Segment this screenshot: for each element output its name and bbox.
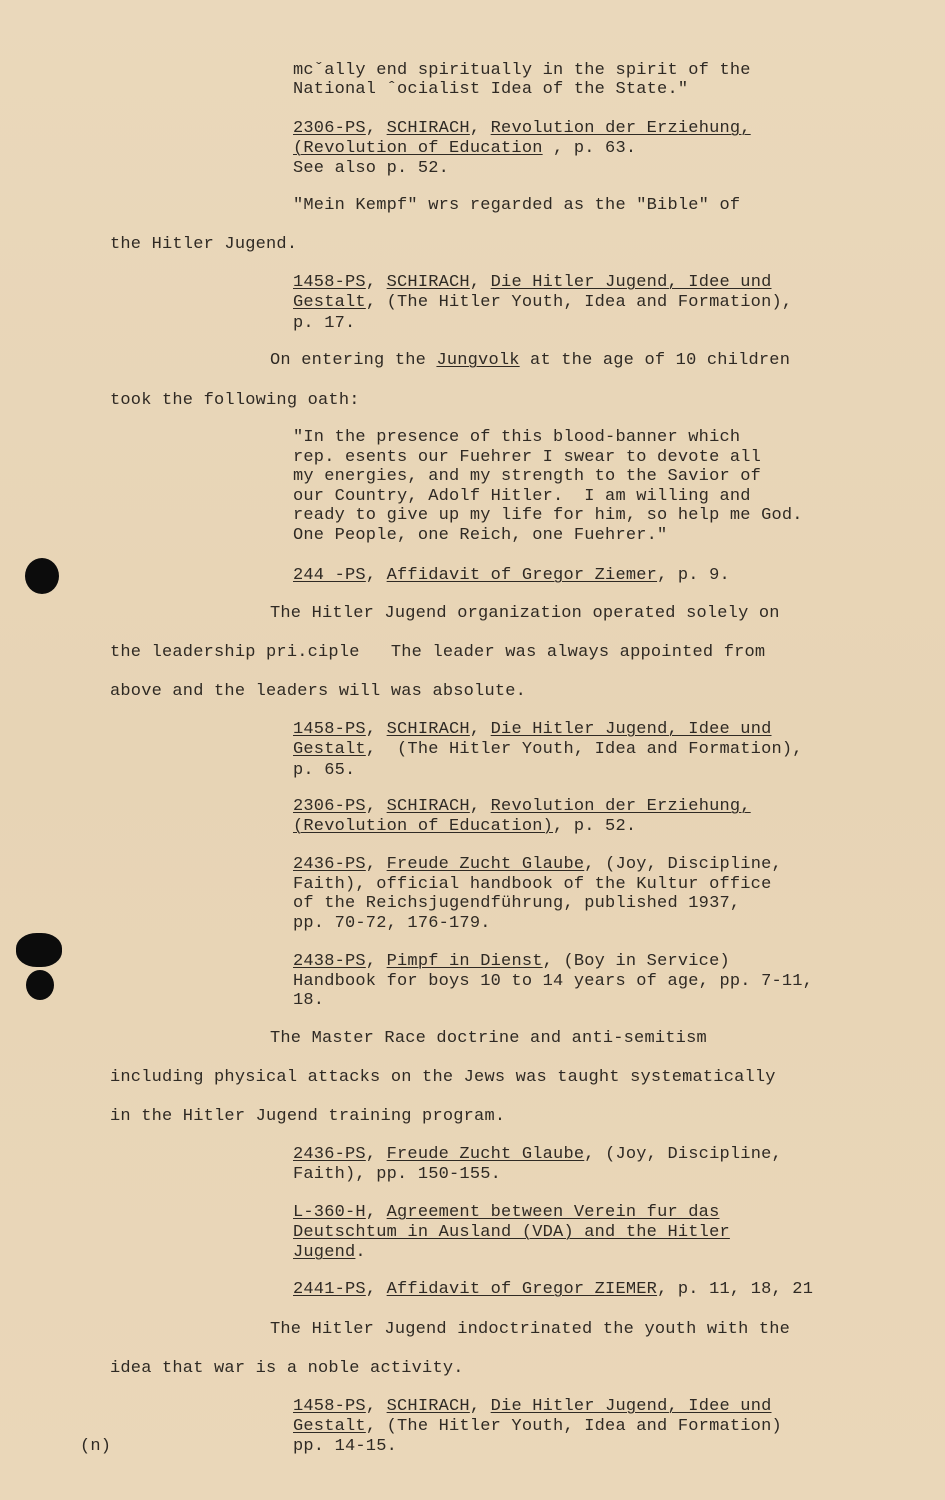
sep: , — [469, 273, 491, 292]
paragraph-jungvolk-line-2: took the following oath: — [110, 391, 360, 410]
paragraph-war-line-2: idea that war is a noble activity. — [110, 1359, 464, 1378]
author: SCHIRACH — [386, 273, 470, 292]
sep: , — [365, 1280, 387, 1299]
oath-line-6: One People, one Reich, one Fuehrer." — [293, 526, 668, 545]
translation: , (Boy in Service) — [542, 952, 730, 971]
sep: , — [365, 1203, 387, 1222]
paragraph-master-race-line-2: including physical attacks on the Jews was taught systematically — [110, 1068, 776, 1087]
sep: , — [365, 1145, 387, 1164]
author: SCHIRACH — [386, 119, 470, 138]
citation-2436-ps-line-4: pp. 70-72, 176-179. — [293, 914, 491, 933]
paragraph-leadership-line-2: the leadership pri.ciple The leader was always appointed from — [110, 643, 766, 662]
citation-2306-ps-b — [293, 797, 751, 817]
citation-2441-ps — [293, 1280, 813, 1300]
title: Affidavit of Gregor ZIEMER — [386, 1280, 658, 1299]
translation: , (Joy, Discipline, — [584, 855, 782, 874]
citation-1458-ps-c-page: pp. 14-15. — [293, 1437, 398, 1456]
oath-line-1: "In the presence of this blood-banner which — [293, 428, 741, 447]
sep: , — [469, 119, 491, 138]
paragraph-mein-kampf-line-2: the Hitler Jugend. — [110, 235, 298, 254]
citation-2436-ps-b — [293, 1145, 782, 1165]
jungvolk-term: Jungvolk — [436, 351, 520, 370]
citation-2306-ps-b-line-2 — [293, 817, 636, 837]
oath-line-3: my energies, and my strength to the Savior of — [293, 467, 762, 486]
oath-line-4: our Country, Adolf Hitler. I am willing and — [293, 487, 751, 506]
title: Revolution der Erziehung, — [490, 797, 751, 816]
translation: , (The Hitler Youth, Idea and Formation) — [365, 1417, 782, 1436]
punch-hole-top — [25, 558, 59, 594]
title: Agreement between Verein fur das — [386, 1203, 720, 1222]
citation-2306-ps-line-2 — [293, 139, 636, 159]
doc-id: L-360-H — [293, 1203, 366, 1222]
sep: , — [365, 119, 387, 138]
punct: . — [355, 1243, 366, 1262]
sep: , — [469, 797, 491, 816]
author: SCHIRACH — [386, 797, 470, 816]
sep: , — [469, 720, 491, 739]
citation-1458-ps — [293, 273, 772, 293]
paragraph-master-race-line-1: The Master Race doctrine and anti-semitism — [270, 1029, 707, 1048]
citation-1458-ps-page: p. 17. — [293, 314, 356, 333]
sep: , — [365, 797, 387, 816]
paragraph-leadership-line-3: above and the leaders will was absolute. — [110, 682, 527, 701]
footer-mark: (n) — [80, 1437, 112, 1456]
doc-id: 2438-PS — [293, 952, 366, 971]
citation-2438-ps — [293, 952, 730, 972]
title: Affidavit of Gregor Ziemer — [386, 566, 658, 585]
sep: , — [365, 1397, 387, 1416]
citation-l-360-h-line-2 — [293, 1223, 730, 1243]
citation-1458-ps-c — [293, 1397, 772, 1417]
page-ref: , p. 11, 18, 21 — [657, 1280, 814, 1299]
translation: , (The Hitler Youth, Idea and Formation), — [365, 293, 793, 312]
citation-2306-ps — [293, 119, 751, 139]
title: Die Hitler Jugend, Idee und — [490, 720, 772, 739]
doc-id: 2436-PS — [293, 1145, 366, 1164]
sep: , — [365, 952, 387, 971]
doc-id: 1458-PS — [293, 273, 366, 292]
paragraph-mein-kampf-line-1: "Mein Kempf" wrs regarded as the "Bible" of — [293, 196, 741, 215]
citation-244-ps — [293, 566, 730, 586]
punch-hole-middle-a — [16, 933, 62, 967]
oath-line-5: ready to give up my life for him, so help me God. — [293, 506, 803, 525]
quote-continuation-line-1: mcˇally end spiritually in the spirit of the — [293, 61, 751, 80]
sep: , — [469, 1397, 491, 1416]
quote-continuation-line-2: National ˆocialist Idea of the State." — [293, 80, 689, 99]
citation-2436-ps-b-line-2: Faith), pp. 150-155. — [293, 1165, 502, 1184]
title: Gestalt — [293, 740, 366, 759]
citation-1458-ps-c-line-2 — [293, 1417, 782, 1437]
doc-id: 2306-PS — [293, 119, 366, 138]
title: Deutschtum in Ausland (VDA) and the Hitler — [293, 1223, 730, 1242]
translation: , (Joy, Discipline, — [584, 1145, 782, 1164]
citation-2438-ps-line-3: 18. — [293, 991, 325, 1010]
citation-l-360-h-line-3 — [293, 1243, 366, 1263]
citation-2438-ps-line-2: Handbook for boys 10 to 14 years of age, pp. 7-11, — [293, 972, 814, 991]
text: On entering the — [270, 351, 437, 370]
title-translation: (Revolution of Education — [293, 139, 543, 158]
title: Jugend — [293, 1243, 356, 1262]
doc-id: 244 -PS — [293, 566, 366, 585]
oath-line-2: rep. esents our Fuehrer I swear to devote all — [293, 448, 762, 467]
title: Freude Zucht Glaube — [386, 855, 585, 874]
citation-l-360-h — [293, 1203, 719, 1223]
citation-2436-ps-line-2: Faith), official handbook of the Kultur office — [293, 875, 772, 894]
doc-id: 2436-PS — [293, 855, 366, 874]
citation-1458-ps-line-2 — [293, 293, 792, 313]
title: Gestalt — [293, 293, 366, 312]
doc-id: 2441-PS — [293, 1280, 366, 1299]
title-translation: (Revolution of Education) — [293, 817, 554, 836]
page-ref: , p. 52. — [553, 817, 637, 836]
title: Pimpf in Dienst — [386, 952, 543, 971]
page-ref: , p. 63. — [542, 139, 637, 158]
paragraph-leadership-line-1: The Hitler Jugend organization operated solely on — [270, 604, 780, 623]
paragraph-master-race-line-3: in the Hitler Jugend training program. — [110, 1107, 506, 1126]
translation: , (The Hitler Youth, Idea and Formation), — [365, 740, 803, 759]
sep: , — [365, 720, 387, 739]
citation-1458-ps-b — [293, 720, 772, 740]
title: Freude Zucht Glaube — [386, 1145, 585, 1164]
sep: , — [365, 566, 387, 585]
citation-2436-ps — [293, 855, 782, 875]
paragraph-war-line-1: The Hitler Jugend indoctrinated the youth with the — [270, 1320, 791, 1339]
citation-1458-ps-b-line-2 — [293, 740, 803, 760]
page-ref: , p. 9. — [657, 566, 730, 585]
title: Gestalt — [293, 1417, 366, 1436]
text: at the age of 10 children — [519, 351, 791, 370]
author: SCHIRACH — [386, 1397, 470, 1416]
doc-id: 1458-PS — [293, 720, 366, 739]
title: Die Hitler Jugend, Idee und — [490, 1397, 772, 1416]
citation-2436-ps-line-3: of the Reichsjugendführung, published 1937, — [293, 894, 741, 913]
citation-see-also: See also p. 52. — [293, 159, 450, 178]
title: Revolution der Erziehung, — [490, 119, 751, 138]
sep: , — [365, 273, 387, 292]
citation-1458-ps-b-page: p. 65. — [293, 761, 356, 780]
punch-hole-middle-b — [26, 970, 54, 1000]
sep: , — [365, 855, 387, 874]
doc-id: 1458-PS — [293, 1397, 366, 1416]
doc-id: 2306-PS — [293, 797, 366, 816]
author: SCHIRACH — [386, 720, 470, 739]
title: Die Hitler Jugend, Idee und — [490, 273, 772, 292]
paragraph-jungvolk-line-1 — [270, 351, 790, 371]
